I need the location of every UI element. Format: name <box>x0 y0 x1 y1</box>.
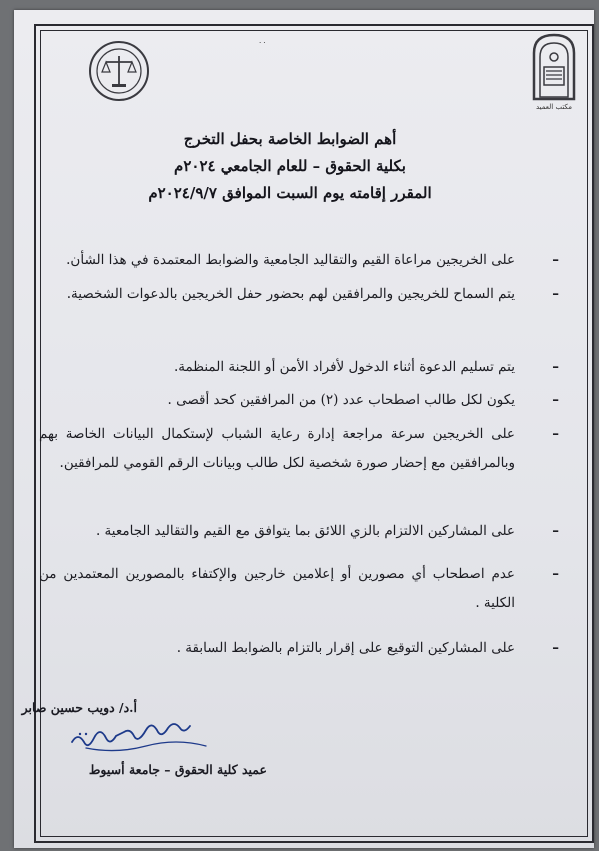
rule-item <box>39 386 559 415</box>
assiut-university-logo-icon <box>528 31 580 101</box>
rule-dash: – <box>552 359 559 375</box>
rule-text: على المشاركين التوقيع على إقرار بالتزام بالضوابط السابقة . <box>176 640 515 656</box>
rule-text: يتم تسليم الدعوة أثناء الدخول لأفراد الأمن أو اللجنة المنظمة. <box>173 359 515 375</box>
page-mark: ٠٠ <box>258 38 267 47</box>
rule-item <box>39 420 559 478</box>
rule-text: يكون لكل طالب اصطحاب عدد (٢) من المرافقين كحد أقصى . <box>167 392 515 408</box>
faculty-of-law-seal-icon <box>88 40 150 102</box>
handwritten-signature-icon <box>66 716 216 756</box>
rule-dash: – <box>552 392 559 408</box>
rule-item <box>39 353 559 382</box>
rule-item <box>39 560 559 618</box>
signatory-position: عميد كلية الحقوق – جامعة أسيوط <box>88 762 267 777</box>
rule-item <box>39 517 559 546</box>
title-line-1: أهم الضوابط الخاصة بحفل التخرج <box>183 130 397 148</box>
rule-dash: – <box>552 523 559 539</box>
rule-text: على الخريجين سرعة مراجعة إدارة رعاية الشباب لإستكمال البيانات الخاصة بهم وبالمرافقين مع إحضار صورة شخصية لكل طالب وبيانات الرقم القومي للمرافقين. <box>39 426 515 471</box>
rule-text: على المشاركين الالتزام بالزي اللائق بما يتوافق مع القيم والتقاليد الجامعية . <box>95 523 515 539</box>
rule-item <box>39 634 559 663</box>
rule-dash: – <box>552 566 559 582</box>
rule-text: على الخريجين مراعاة القيم والتقاليد الجامعية والضوابط المعتمدة في هذا الشأن. <box>66 252 515 268</box>
rule-item <box>39 246 559 275</box>
rule-item <box>39 280 559 309</box>
rule-dash: – <box>552 286 559 302</box>
rule-dash: – <box>552 252 559 268</box>
title-line-3: المقرر إقامته يوم السبت الموافق ٢٠٢٤/٩/٧م <box>148 184 432 202</box>
rule-text: عدم اصطحاب أي مصورين أو إعلامين خارجين والإكتفاء بالمصورين المعتمدين من الكلية . <box>39 566 515 611</box>
rule-dash: – <box>552 640 559 656</box>
signatory-name: أ.د/ دويب حسين صابر <box>21 700 137 715</box>
dean-office-caption: مكتب العميد <box>535 103 573 111</box>
document-title <box>140 126 440 207</box>
rule-text: يتم السماح للخريجين والمرافقين لهم بحضور حفل الخريجين بالدعوات الشخصية. <box>66 286 515 302</box>
rule-dash: – <box>552 426 559 442</box>
title-line-2: بكلية الحقوق – للعام الجامعي ٢٠٢٤م <box>174 157 406 175</box>
